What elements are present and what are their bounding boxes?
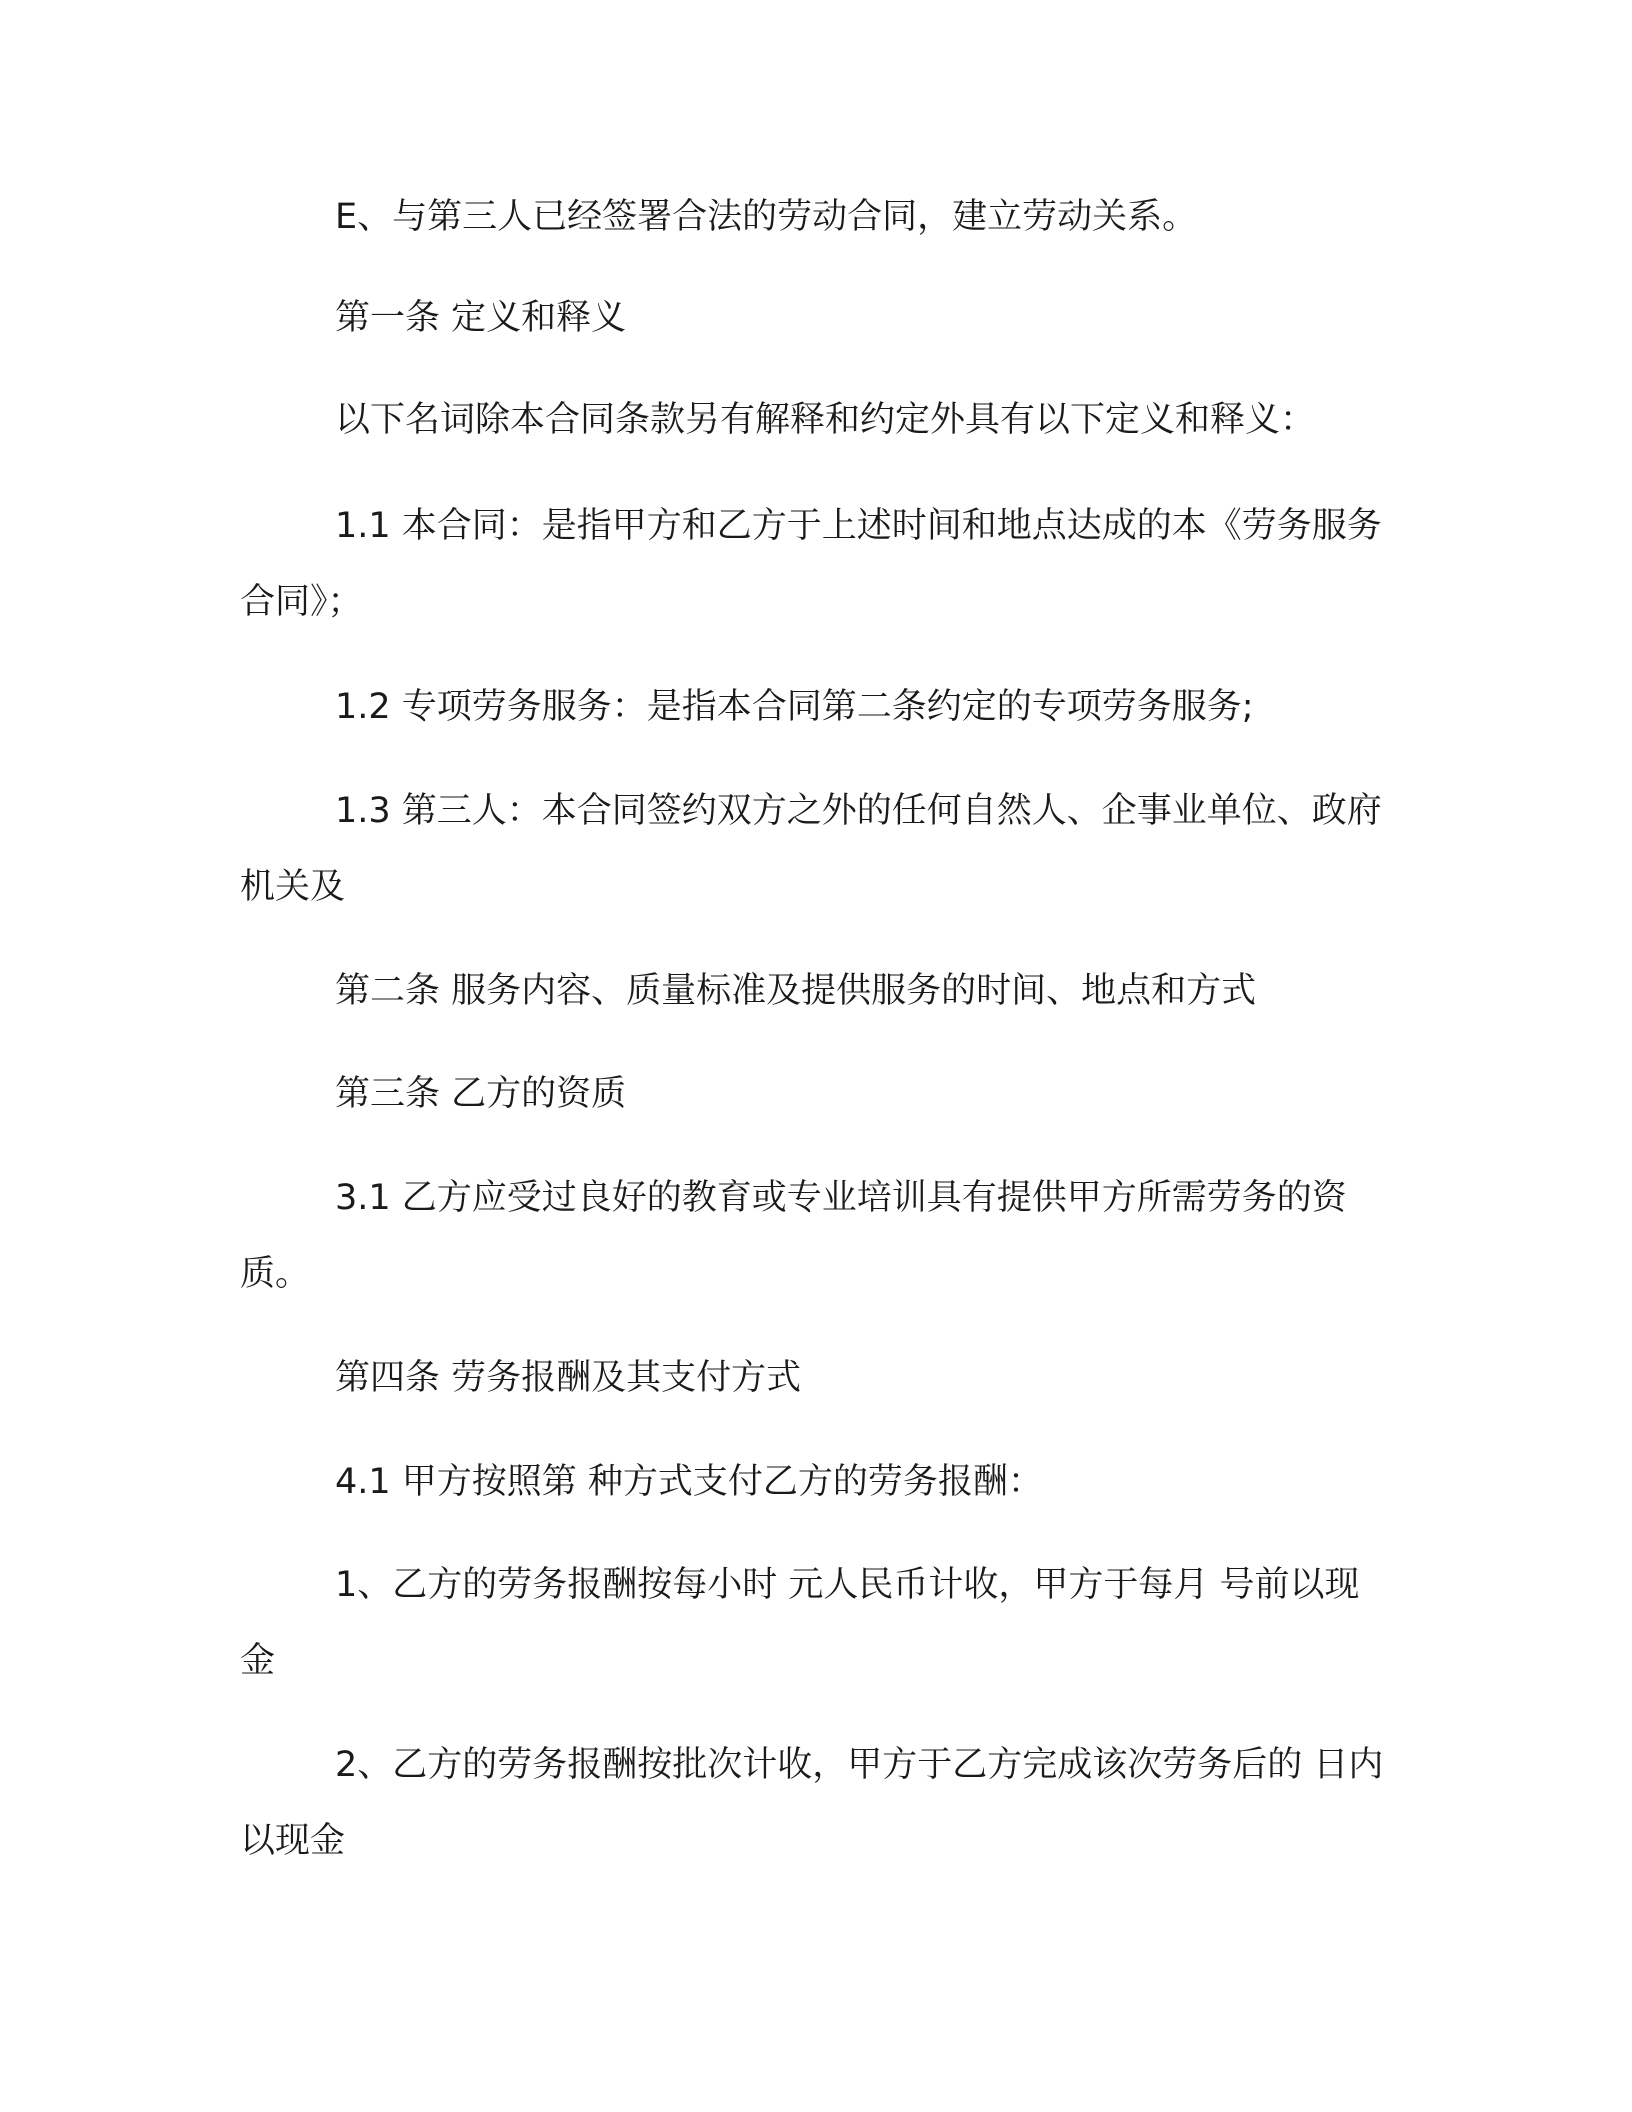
paragraph-definition-1-1: 1.1 本合同：是指甲方和乙方于上述时间和地点达成的本《劳务服务合同》； <box>240 506 1382 622</box>
paragraph-qualification-3-1: 3.1 乙方应受过良好的教育或专业培训具有提供甲方所需劳务的资质。 <box>240 1178 1347 1294</box>
paragraph-payment-option-2: 2、乙方的劳务报酬按批次计收，甲方于乙方完成该次劳务后的 日内以现金 <box>240 1745 1384 1861</box>
paragraph-payment-option-1: 1、乙方的劳务报酬按每小时 元人民币计收，甲方于每月 号前以现金 <box>240 1565 1360 1681</box>
heading-article-4: 第四条 劳务报酬及其支付方式 <box>335 1358 802 1398</box>
paragraph-definitions-intro: 以下名词除本合同条款另有解释和约定外具有以下定义和释义： <box>335 400 1316 440</box>
heading-article-1: 第一条 定义和释义 <box>335 298 627 338</box>
paragraph-definition-1-2: 1.2 专项劳务服务：是指本合同第二条约定的专项劳务服务; <box>335 687 1254 727</box>
heading-article-2: 第二条 服务内容、质量标准及提供服务的时间、地点和方式 <box>335 971 1257 1011</box>
paragraph-payment-4-1: 4.1 甲方按照第 种方式支付乙方的劳务报酬： <box>335 1462 1043 1502</box>
paragraph-definition-1-3: 1.3 第三人：本合同签约双方之外的任何自然人、企事业单位、政府机关及 <box>240 791 1382 907</box>
paragraph-third-party-contract: E、与第三人已经签署合法的劳动合同，建立劳动关系。 <box>335 197 1198 237</box>
heading-article-3: 第三条 乙方的资质 <box>335 1074 627 1114</box>
